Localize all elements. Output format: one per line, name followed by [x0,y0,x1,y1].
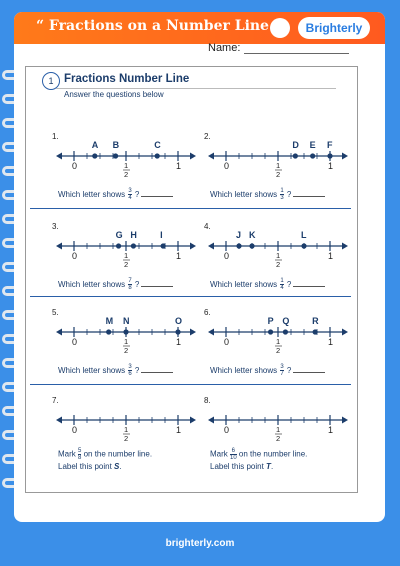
problem-8 [204,396,364,471]
axis-label-half-numerator: 1 [276,161,281,170]
point-label: Q [282,316,290,326]
question-prefix: Which letter shows [58,366,128,375]
axis-label-zero: 0 [72,425,78,435]
question-prefix: Which letter shows [210,190,280,199]
row-divider [30,208,351,209]
point-label: D [292,140,299,150]
point-dot [106,329,111,334]
number-line [204,132,354,184]
point-dot [310,153,315,158]
axis-label-half-numerator: 1 [124,425,129,434]
axis-label-half-numerator: 1 [276,251,281,260]
axis-label-half-denominator: 2 [276,260,281,269]
point-label: E [309,140,316,150]
problem-7 [52,396,212,471]
instruction-text: Mark $\frac{5}{8}$ on the number line. Label this point S. [58,448,153,471]
worksheet-header [14,12,385,44]
left-arrow-icon [208,329,214,336]
problem-number: 8. [204,396,211,405]
brand-logo-text: Brighterly [305,21,363,35]
axis-label-half-denominator: 2 [124,260,129,269]
axis-label-half-numerator: 1 [124,337,129,346]
axis-label-zero: 0 [224,161,230,171]
header-circle-icon [270,18,290,38]
left-arrow-icon [56,153,62,160]
left-arrow-icon [56,243,62,250]
question-suffix: ? [132,366,140,375]
axis-label-half-denominator: 2 [276,434,281,443]
axis-label-half-numerator: 1 [276,337,281,346]
point-label: H [130,230,137,240]
problem-4 [204,222,364,297]
question-fraction: $\frac{3}{4}$ [128,188,132,202]
question-suffix: ? [132,190,140,199]
problem-3 [52,222,212,297]
problem-number: 5. [52,308,59,317]
question-text [210,364,325,377]
problem-number: 4. [204,222,211,231]
axis-label-half-denominator: 2 [276,170,281,179]
row-divider [30,384,351,385]
question-fraction: $\frac{1}{3}$ [280,188,284,202]
point-label: I [160,230,163,240]
axis-label-half-denominator: 2 [124,170,129,179]
problem-6 [204,308,364,383]
axis-label-zero: 0 [224,251,230,261]
point-label: M [105,316,114,326]
left-arrow-icon [208,243,214,250]
axis-label-half-numerator: 1 [276,425,281,434]
axis-label-zero: 0 [72,337,78,347]
question-text [58,364,173,377]
point-label: L [301,230,307,240]
answer-blank[interactable] [141,364,173,373]
problem-number: 2. [204,132,211,141]
name-label: Name: [208,42,241,54]
problem-number: 1. [52,132,59,141]
number-line [52,132,202,184]
point-name: T [266,462,271,471]
name-field-line[interactable] [244,53,349,54]
point-dot [236,243,241,248]
axis-label-one: 1 [328,425,334,435]
axis-label-half-numerator: 1 [124,161,129,170]
point-dot [161,243,166,248]
question-fraction: $\frac{3}{7}$ [280,364,284,378]
point-dot [249,243,254,248]
question-text [58,188,173,201]
point-dot [293,153,298,158]
right-arrow-icon [342,243,348,250]
question-fraction: $\frac{1}{4}$ [280,278,284,292]
axis-label-half-denominator: 2 [276,346,281,355]
point-dot [123,329,128,334]
problem-number: 3. [52,222,59,231]
right-arrow-icon [190,417,196,424]
question-text [210,188,325,201]
answer-blank[interactable] [293,364,325,373]
point-label: C [154,140,161,150]
axis-label-half-numerator: 1 [124,251,129,260]
section-subtitle: Answer the questions below [64,90,164,99]
number-line [204,308,354,360]
section-number-badge: 1 [42,72,60,90]
point-label: F [327,140,333,150]
point-dot [116,243,121,248]
axis-label-one: 1 [176,161,182,171]
question-suffix: ? [284,190,292,199]
left-arrow-icon [208,417,214,424]
number-line [204,396,354,448]
footer-url: brighterly.com [165,538,235,549]
right-arrow-icon [190,243,196,250]
axis-label-one: 1 [176,425,182,435]
point-label: A [91,140,99,150]
section-divider [56,88,336,89]
question-fraction: $\frac{7}{8}$ [128,278,132,292]
problem-number: 6. [204,308,211,317]
question-text [58,278,173,291]
instruction-text: Mark $\frac{6}{10}$ on the number line. Label this point T. [210,448,308,471]
right-arrow-icon [190,153,196,160]
point-name: S [114,462,120,471]
number-line [52,396,202,448]
answer-blank[interactable] [293,188,325,197]
axis-label-one: 1 [176,337,182,347]
brand-logo [298,17,370,39]
question-fraction: $\frac{3}{6}$ [128,364,132,378]
right-arrow-icon [342,417,348,424]
question-prefix: Which letter shows [58,280,128,289]
question-prefix: Which letter shows [210,366,280,375]
point-dot [283,329,288,334]
point-label: R [312,316,319,326]
axis-label-zero: 0 [224,425,230,435]
point-label: J [236,230,242,240]
answer-blank[interactable] [293,278,325,287]
left-arrow-icon [56,329,62,336]
point-dot [313,329,318,334]
right-arrow-icon [342,153,348,160]
answer-blank[interactable] [141,278,173,287]
axis-label-one: 1 [328,161,334,171]
point-label: K [249,230,256,240]
axis-label-one: 1 [328,251,334,261]
point-label: O [175,316,183,326]
axis-label-one: 1 [328,337,334,347]
point-dot [175,329,180,334]
instruction-fraction: $\frac{5}{8}$ [78,448,82,461]
point-label: B [112,140,120,150]
point-dot [155,153,160,158]
left-arrow-icon [56,417,62,424]
point-dot [131,243,136,248]
answer-blank[interactable] [141,188,173,197]
axis-label-zero: 0 [224,337,230,347]
axis-label-half-denominator: 2 [124,434,129,443]
instruction-fraction: $\frac{6}{10}$ [230,448,237,461]
problem-number: 7. [52,396,59,405]
problem-5 [52,308,212,383]
number-line [52,222,202,274]
axis-label-zero: 0 [72,161,78,171]
worksheet-title: “ Fractions on a Number Line [36,18,269,34]
question-prefix: Which letter shows [58,190,128,199]
axis-label-half-denominator: 2 [124,346,129,355]
point-dot [327,153,332,158]
point-label: N [123,316,130,326]
point-dot [92,153,97,158]
number-line [52,308,202,360]
right-arrow-icon [342,329,348,336]
question-suffix: ? [284,366,292,375]
number-line [204,222,354,274]
question-suffix: ? [132,280,140,289]
problem-2 [204,132,364,207]
left-arrow-icon [208,153,214,160]
axis-label-zero: 0 [72,251,78,261]
section-title: Fractions Number Line [64,73,190,85]
question-suffix: ? [284,280,292,289]
point-label: G [115,230,123,240]
point-dot [268,329,273,334]
right-arrow-icon [190,329,196,336]
point-label: P [267,316,274,326]
problem-1 [52,132,212,207]
point-dot [301,243,306,248]
question-text [210,278,325,291]
question-prefix: Which letter shows [210,280,280,289]
point-dot [113,153,118,158]
axis-label-one: 1 [176,251,182,261]
